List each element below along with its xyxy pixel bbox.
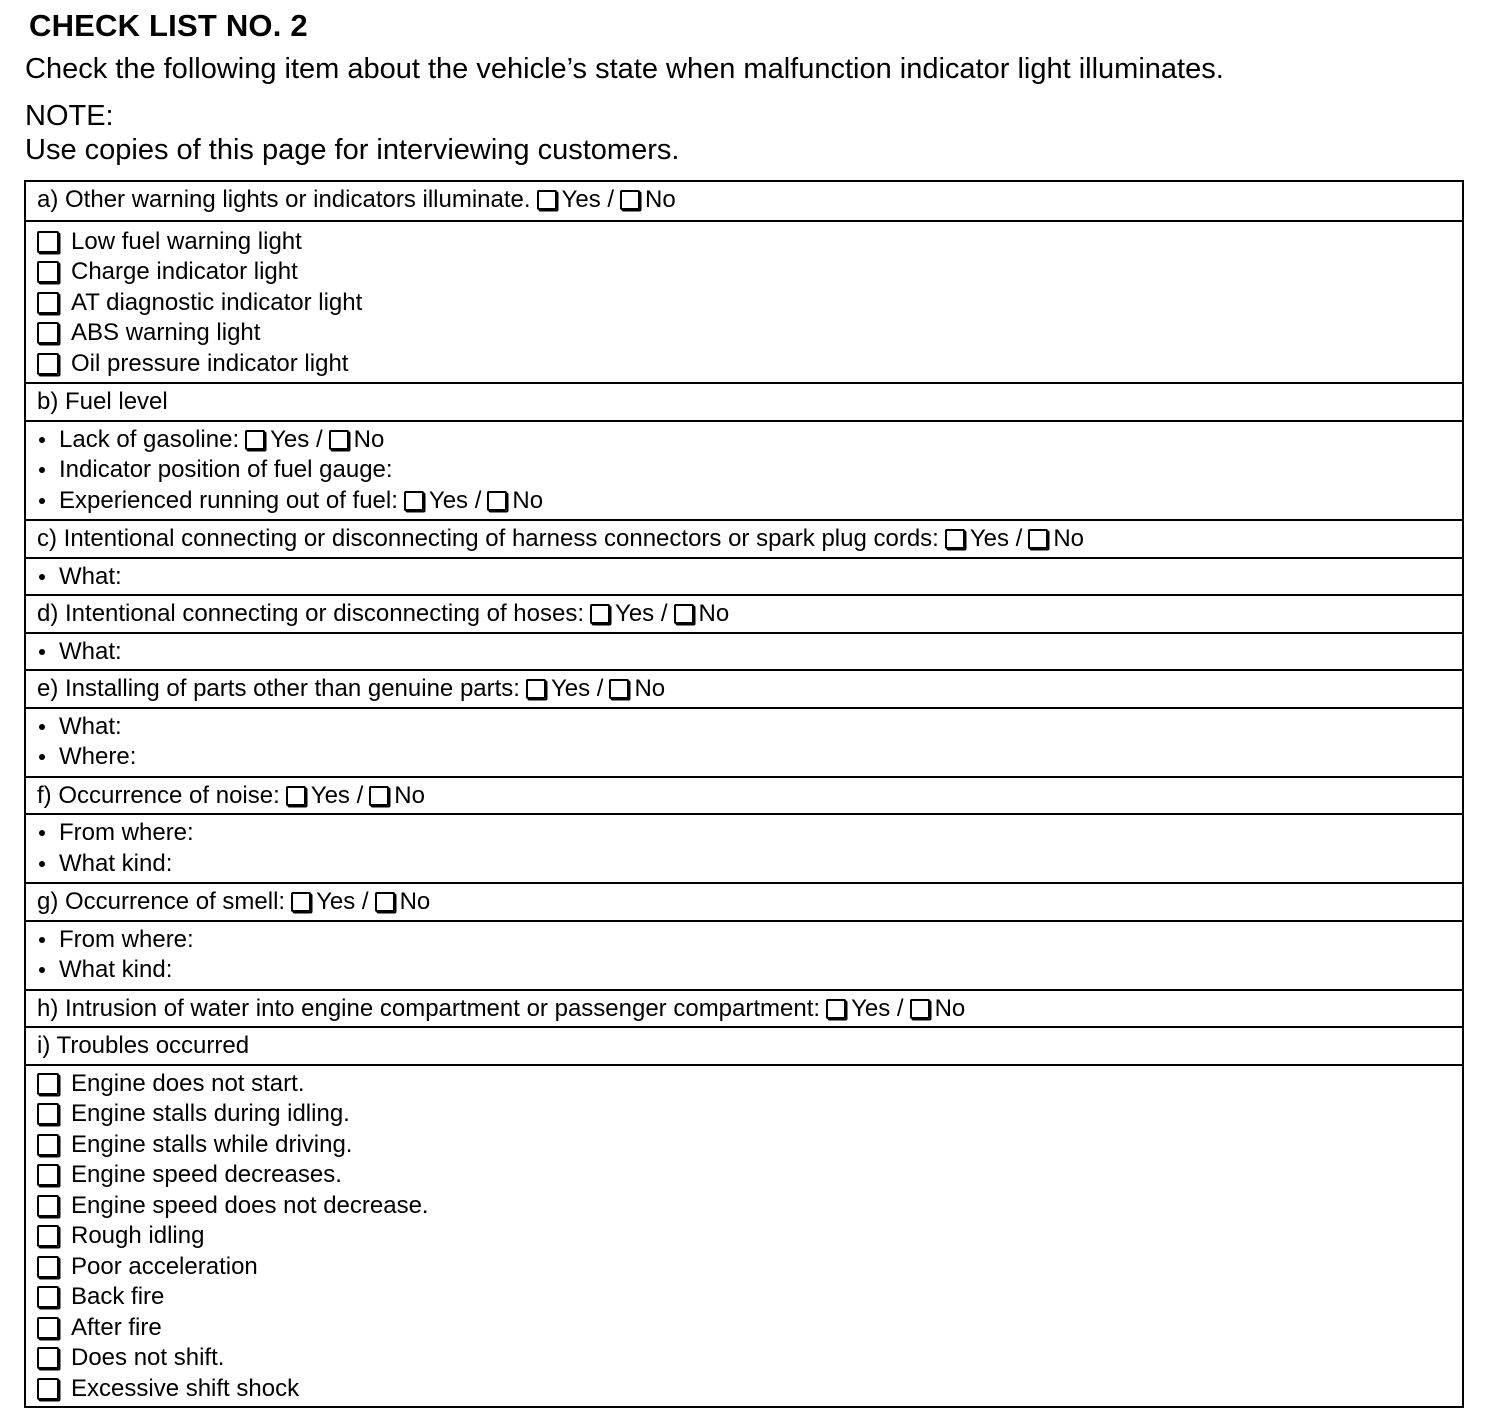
list-item [37, 925, 1462, 956]
item-label: AT diagnostic indicator light [71, 288, 363, 316]
yes-label: Yes / [428, 486, 482, 514]
item-label: What kind: [59, 956, 173, 983]
list-item [37, 1130, 1462, 1161]
trouble-checkbox[interactable] [37, 1134, 59, 1156]
lack-gasoline-yes-checkbox[interactable] [245, 430, 265, 450]
list-item [37, 227, 1462, 258]
section-h-label: h) Intrusion of water into engine compartment or passenger compartment: [37, 994, 821, 1022]
item-label: Experienced running out of fuel: [59, 486, 398, 514]
trouble-checkbox[interactable] [37, 1378, 59, 1400]
bullet-icon [39, 830, 45, 836]
list-item [37, 318, 1462, 349]
no-label: No [698, 600, 730, 627]
item-label: From where: [59, 925, 194, 953]
item-label: Does not shift. [71, 1344, 225, 1371]
bullet-icon [39, 574, 45, 580]
section-f-no-checkbox[interactable] [369, 786, 389, 806]
item-label: What: [59, 637, 122, 665]
oil-pressure-checkbox[interactable] [37, 353, 59, 375]
item-label: Low fuel warning light [71, 227, 302, 255]
bullet-icon [39, 724, 45, 730]
trouble-checkbox[interactable] [37, 1347, 59, 1369]
bullet-icon [39, 967, 45, 973]
item-label: What: [59, 562, 122, 590]
item-label: Engine stalls while driving. [71, 1130, 353, 1158]
ran-out-fuel-yes-checkbox[interactable] [404, 491, 424, 511]
yes-label: Yes / [270, 425, 323, 453]
section-e-no-checkbox[interactable] [609, 679, 629, 699]
list-item [37, 849, 1462, 880]
no-label: No [634, 675, 666, 702]
list-item [37, 425, 1462, 456]
list-item [37, 1374, 1462, 1405]
item-label: Excessive shift shock [71, 1374, 300, 1402]
section-g-yes-checkbox[interactable] [291, 892, 311, 912]
checklist-title: CHECK LIST NO. 2 [29, 8, 308, 43]
item-label: Engine speed decreases. [71, 1161, 342, 1188]
item-label: From where: [59, 819, 194, 846]
section-d-items [26, 632, 1462, 670]
section-b-header [26, 382, 1462, 420]
charge-indicator-checkbox[interactable] [37, 261, 59, 283]
yes-label: Yes / [310, 781, 364, 809]
section-g-no-checkbox[interactable] [375, 892, 395, 912]
intro-text: Check the following item about the vehicle’s state when malfunction indicator light illuminates. [25, 53, 1224, 85]
section-e-header [26, 669, 1462, 707]
yes-label: Yes / [550, 675, 604, 702]
section-f-yes-checkbox[interactable] [286, 786, 306, 806]
item-label: Poor acceleration [71, 1252, 258, 1280]
section-b-label: b) Fuel level [37, 388, 168, 415]
list-item [37, 818, 1462, 849]
section-e-label: e) Installing of parts other than genuine parts: [37, 675, 520, 702]
section-d-header [26, 594, 1462, 632]
list-item [37, 1191, 1462, 1222]
item-label: Where: [59, 743, 137, 770]
list-item [37, 1343, 1462, 1374]
section-c-label: c) Intentional connecting or disconnecting of harness connectors or spark plug cords: [37, 525, 939, 552]
list-item [37, 637, 1462, 668]
section-g-label: g) Occurrence of smell: [37, 888, 286, 915]
list-item [37, 1221, 1462, 1252]
section-a-no-checkbox[interactable] [620, 190, 640, 210]
no-label: No [1053, 525, 1085, 552]
at-diagnostic-checkbox[interactable] [37, 292, 59, 314]
item-label: What kind: [59, 849, 173, 877]
section-f-label: f) Occurrence of noise: [37, 781, 280, 809]
section-i-items [26, 1064, 1462, 1407]
list-item [37, 486, 1462, 517]
section-a-items [26, 220, 1462, 383]
list-item [37, 955, 1462, 986]
list-item [37, 288, 1462, 319]
section-a-header [26, 182, 1462, 220]
bullet-icon [39, 467, 45, 473]
section-d-no-checkbox[interactable] [674, 604, 694, 624]
trouble-checkbox[interactable] [37, 1286, 59, 1308]
section-c-header [26, 519, 1462, 557]
item-label: Engine stalls during idling. [71, 1100, 350, 1127]
yes-label: Yes / [561, 186, 615, 213]
bullet-icon [39, 437, 45, 443]
list-item [37, 455, 1462, 486]
list-item [37, 1252, 1462, 1283]
section-e-yes-checkbox[interactable] [526, 679, 546, 699]
list-item [37, 1313, 1462, 1344]
section-h-yes-checkbox[interactable] [826, 999, 846, 1019]
no-label: No [512, 486, 544, 514]
low-fuel-checkbox[interactable] [37, 231, 59, 253]
list-item [37, 1069, 1462, 1100]
section-c-yes-checkbox[interactable] [945, 529, 965, 549]
ran-out-fuel-no-checkbox[interactable] [487, 491, 507, 511]
item-label: Rough idling [71, 1222, 205, 1249]
section-i-label: i) Troubles occurred [37, 1032, 250, 1059]
section-b-items [26, 420, 1462, 520]
section-g-items [26, 920, 1462, 989]
bullet-icon [39, 649, 45, 655]
item-label: Indicator position of fuel gauge: [59, 456, 393, 483]
section-c-items [26, 557, 1462, 595]
trouble-checkbox[interactable] [37, 1103, 59, 1125]
trouble-checkbox[interactable] [37, 1073, 59, 1095]
bullet-icon [39, 754, 45, 760]
section-e-items [26, 707, 1462, 776]
yes-label: Yes / [615, 600, 668, 627]
list-item [37, 712, 1462, 743]
item-label: Oil pressure indicator light [71, 349, 349, 377]
section-g-header [26, 882, 1462, 920]
list-item [37, 1160, 1462, 1191]
trouble-checkbox[interactable] [37, 1256, 59, 1278]
note-label: NOTE: [25, 100, 114, 132]
trouble-checkbox[interactable] [37, 1317, 59, 1339]
list-item [37, 257, 1462, 288]
item-label: What: [59, 712, 122, 740]
yes-label: Yes / [969, 525, 1023, 552]
item-label: Engine does not start. [71, 1069, 305, 1097]
section-a-yes-checkbox[interactable] [537, 190, 557, 210]
item-label: After fire [71, 1313, 162, 1341]
section-h-header [26, 989, 1462, 1027]
no-label: No [934, 994, 966, 1022]
item-label: Back fire [71, 1283, 165, 1310]
no-label: No [353, 425, 385, 453]
lack-gasoline-no-checkbox[interactable] [329, 430, 349, 450]
section-a-label: a) Other warning lights or indicators illuminate. [37, 186, 531, 213]
list-item [37, 1099, 1462, 1130]
item-label: Engine speed does not decrease. [71, 1191, 429, 1219]
list-item [37, 349, 1462, 380]
trouble-checkbox[interactable] [37, 1195, 59, 1217]
yes-label: Yes / [851, 994, 904, 1022]
checklist-table [24, 180, 1464, 1408]
section-f-header [26, 776, 1462, 814]
item-label: Charge indicator light [71, 258, 298, 285]
list-item [37, 742, 1462, 773]
section-h-no-checkbox[interactable] [910, 999, 930, 1019]
section-d-yes-checkbox[interactable] [590, 604, 610, 624]
no-label: No [399, 888, 431, 915]
bullet-icon [39, 937, 45, 943]
item-label: ABS warning light [71, 319, 261, 346]
trouble-checkbox[interactable] [37, 1164, 59, 1186]
section-d-label: d) Intentional connecting or disconnecting of hoses: [37, 600, 585, 627]
no-label: No [645, 186, 676, 213]
yes-label: Yes / [316, 888, 369, 915]
bullet-icon [39, 498, 45, 504]
section-i-header [26, 1026, 1462, 1064]
note-text: Use copies of this page for interviewing customers. [25, 134, 680, 166]
section-c-no-checkbox[interactable] [1028, 529, 1048, 549]
section-f-items [26, 813, 1462, 882]
trouble-checkbox[interactable] [37, 1225, 59, 1247]
bullet-icon [39, 861, 45, 867]
item-label: Lack of gasoline: [59, 425, 240, 453]
list-item [37, 562, 1462, 593]
abs-warning-checkbox[interactable] [37, 322, 59, 344]
no-label: No [394, 781, 425, 809]
list-item [37, 1282, 1462, 1313]
